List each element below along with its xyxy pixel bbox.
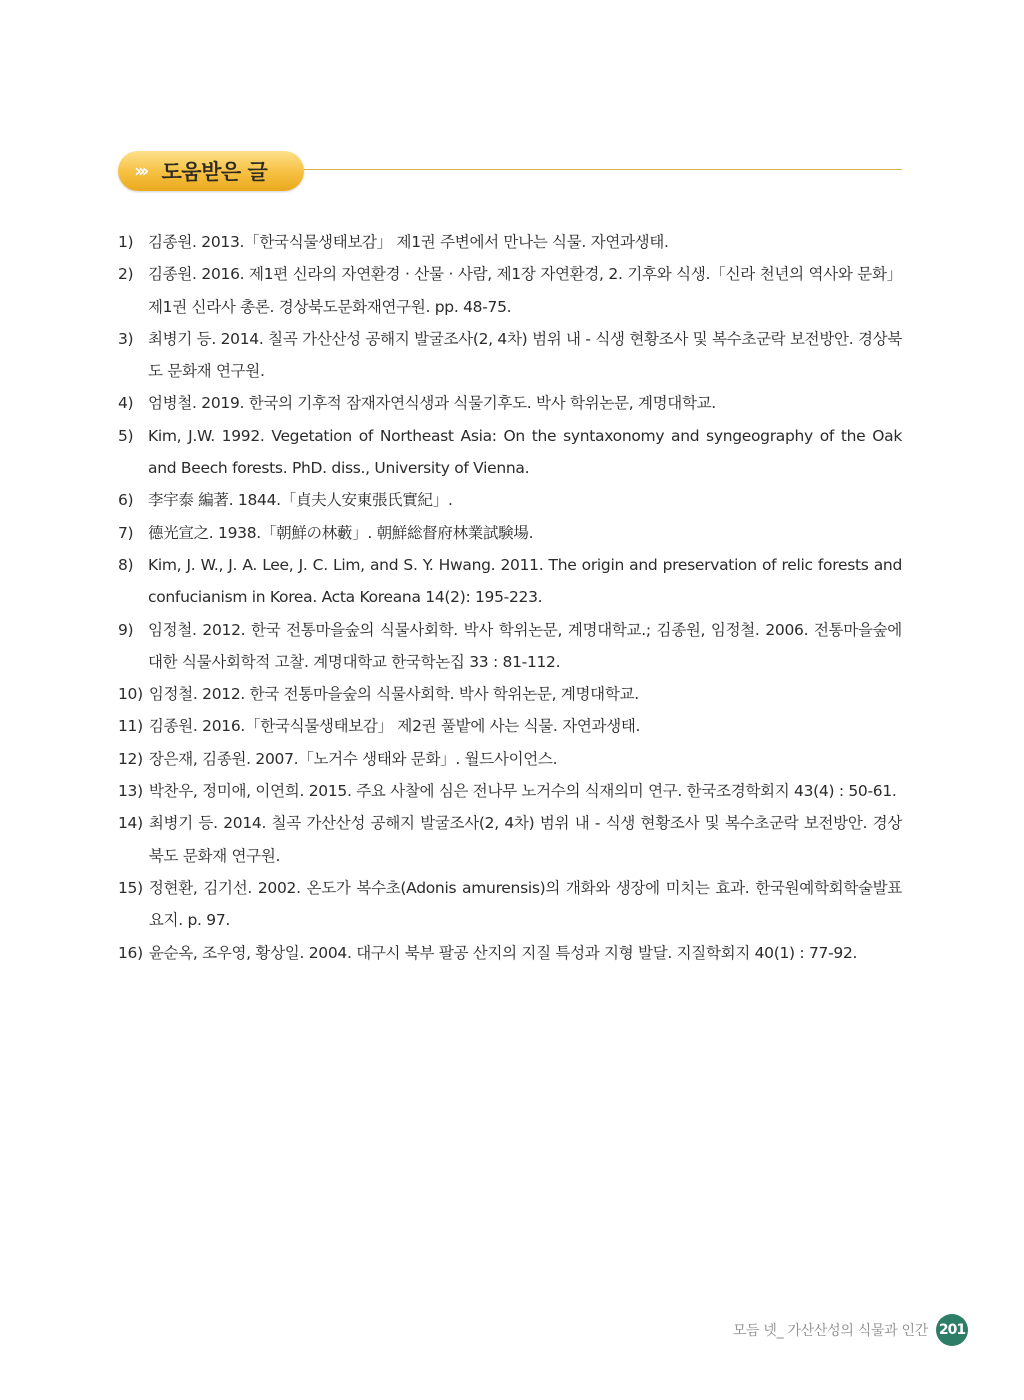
reference-number: 5) bbox=[118, 426, 134, 445]
reference-text: 윤순옥, 조우영, 황상일. 2004. 대구시 북부 팔공 산지의 지질 특성과 지형 발달. 지질학회지 40(1) : 77-92. bbox=[148, 943, 858, 962]
reference-item bbox=[118, 420, 902, 485]
reference-text: 김종원. 2013.「한국식물생태보감」 제1권 주변에서 만나는 식물. 자연과생태. bbox=[148, 233, 669, 251]
reference-number: 3) bbox=[118, 329, 134, 348]
reference-text: Kim, J. W., J. A. Lee, J. C. Lim, and S. Y. Hwang. 2011. The origin and preservation of relic forests and confucianism in Korea. Acta Koreana 14(2): 195-223. bbox=[148, 555, 902, 607]
reference-item bbox=[118, 614, 902, 679]
page-number: 201 bbox=[936, 1314, 968, 1346]
page-footer bbox=[733, 1314, 968, 1346]
reference-number: 7) bbox=[118, 523, 134, 542]
reference-text: 최병기 등. 2014. 칠곡 가산산성 공해지 발굴조사(2, 4차) 범위 내 - 식생 현황조사 및 복수초군락 보전방안. 경상북도 문화재 연구원. bbox=[148, 329, 902, 381]
reference-number: 13) bbox=[118, 782, 143, 801]
reference-item bbox=[118, 872, 902, 937]
reference-number: 6) bbox=[118, 491, 134, 510]
reference-number: 8) bbox=[118, 555, 134, 574]
section-title: 도움받은 글 bbox=[161, 160, 268, 184]
reference-number: 14) bbox=[118, 814, 143, 833]
reference-item bbox=[118, 743, 902, 775]
section-header bbox=[118, 151, 902, 191]
reference-item bbox=[118, 775, 902, 807]
reference-text: Kim, J.W. 1992. Vegetation of Northeast Asia: On the syntaxonomy and syngeography of the Oak and Beech forests. PhD. diss., University of Vienna. bbox=[148, 426, 902, 478]
reference-number: 12) bbox=[118, 749, 143, 768]
reference-item bbox=[118, 226, 902, 258]
reference-number: 9) bbox=[118, 620, 134, 639]
reference-text: 德光宣之. 1938.「朝鮮の林藪」. 朝鮮総督府林業試験場. bbox=[148, 523, 534, 542]
reference-item bbox=[118, 807, 902, 872]
reference-list bbox=[118, 226, 902, 969]
reference-text: 김종원. 2016.「한국식물생태보감」 제2권 풀밭에 사는 식물. 자연과생태. bbox=[148, 717, 641, 736]
reference-item bbox=[118, 678, 902, 710]
reference-text: 엄병철. 2019. 한국의 기후적 잠재자연식생과 식물기후도. 박사 학위논문, 계명대학교. bbox=[148, 394, 716, 413]
reference-text: 임정철. 2012. 한국 전통마을숲의 식물사회학. 박사 학위논문, 계명대학교.; 김종원, 임정철. 2006. 전통마을숲에 대한 식물사회학적 고찰. 계명대학교 한국학논집 33 : 81-112. bbox=[148, 620, 902, 671]
reference-item bbox=[118, 710, 902, 742]
reference-item bbox=[118, 484, 902, 516]
reference-number: 2) bbox=[118, 265, 134, 284]
reference-text: 장은재, 김종원. 2007.「노거수 생태와 문화」. 월드사이언스. bbox=[148, 749, 558, 768]
reference-item bbox=[118, 549, 902, 614]
section-title-pill bbox=[118, 151, 304, 191]
reference-number: 10) bbox=[118, 685, 143, 704]
reference-text: 李宇泰 編著. 1844.「貞夫人安東張氏實紀」. bbox=[148, 491, 453, 510]
reference-item bbox=[118, 937, 902, 969]
reference-text: 박찬우, 정미애, 이연희. 2015. 주요 사찰에 심은 전나무 노거수의 식재의미 연구. 한국조경학회지 43(4) : 50-61. bbox=[148, 782, 897, 801]
reference-text: 임정철. 2012. 한국 전통마을숲의 식물사회학. 박사 학위논문, 계명대학교. bbox=[148, 685, 639, 704]
reference-number: 4) bbox=[118, 394, 134, 413]
reference-number: 15) bbox=[118, 878, 143, 897]
reference-text: 김종원. 2016. 제1편 신라의 자연환경 · 산물 · 사람, 제1장 자연환경, 2. 기후와 식생.「신라 천년의 역사와 문화」 제1권 신라사 총론. 경상북도문화재연구원. pp. 48-75. bbox=[148, 265, 902, 316]
reference-item bbox=[118, 517, 902, 549]
reference-text: 정현환, 김기선. 2002. 온도가 복수초(Adonis amurensis)의 개화와 생장에 미치는 효과. 한국원예학회학술발표요지. p. 97. bbox=[148, 878, 902, 930]
reference-item bbox=[118, 387, 902, 419]
reference-number: 16) bbox=[118, 943, 143, 962]
chevrons-right-icon: ››› bbox=[134, 160, 146, 182]
running-footer: 모듬 넷_ 가산산성의 식물과 인간 bbox=[732, 1323, 928, 1339]
reference-item bbox=[118, 323, 902, 388]
reference-number: 11) bbox=[118, 717, 143, 736]
reference-item bbox=[118, 258, 902, 323]
header-divider bbox=[304, 169, 902, 170]
reference-number: 1) bbox=[118, 233, 134, 251]
reference-text: 최병기 등. 2014. 칠곡 가산산성 공해지 발굴조사(2, 4차) 범위 내 - 식생 현황조사 및 복수초군락 보전방안. 경상북도 문화재 연구원. bbox=[148, 814, 902, 865]
